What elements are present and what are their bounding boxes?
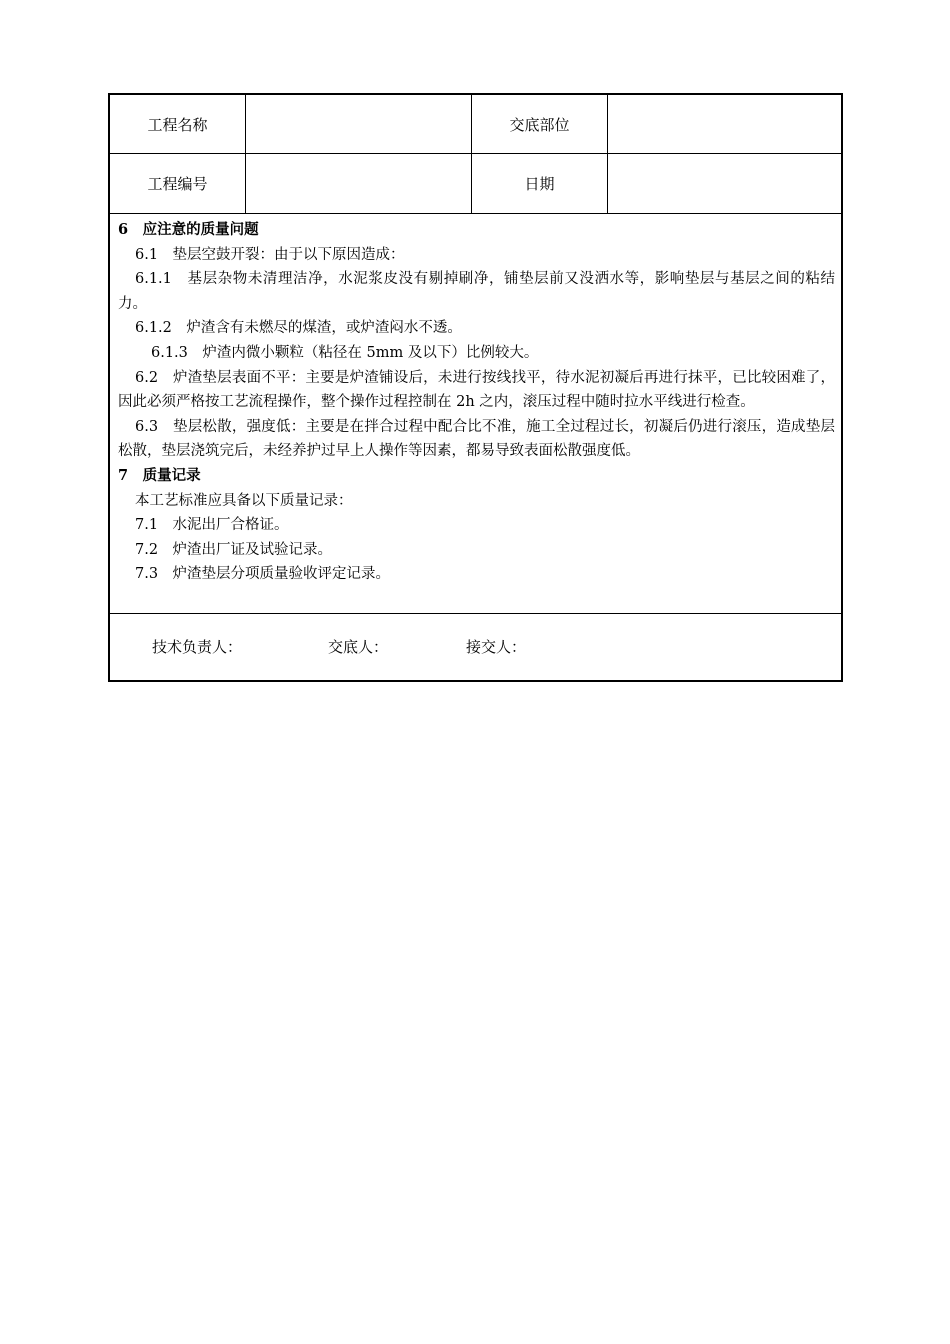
section-6-title: 6 应注意的质量问题 (118, 221, 259, 238)
location-label: 交底部位 (472, 95, 608, 153)
content-body (110, 214, 841, 613)
tech-lead-label: 技术负责人： (152, 638, 243, 657)
paragraph-6-1-2: 6.1.2 炉渣含有未燃尽的煤渣，或炉渣闷水不透。 (135, 320, 462, 337)
discloser-label: 交底人： (328, 638, 389, 657)
header-row-1 (110, 95, 841, 154)
paragraph-6-3: 6.3 垫层松散，强度低：主要是在拌合过程中配合比不准，施工全过程过长，初凝后仍进行滚压，造成垫层松散，垫层浇筑完后，未经养护过早上人操作等因素，都易导致表面松散强度低。 (118, 418, 835, 460)
disclosure-form (108, 93, 843, 682)
header-row-2 (110, 154, 841, 214)
project-no-label: 工程编号 (110, 154, 246, 213)
paragraph-6-1-1: 6.1.1 基层杂物未清理洁净，水泥浆皮没有剔掉刷净，铺垫层前又没洒水等，影响垫层与基层之间的粘结力。 (118, 271, 835, 312)
project-name-value (246, 95, 472, 153)
date-label: 日期 (472, 154, 608, 213)
paragraph-6-1-3: 6.1.3 炉渣内微小颗粒（粘径在 5mm 及以下）比例较大。 (151, 344, 539, 361)
paragraph-6-2: 6.2 炉渣垫层表面不平：主要是炉渣铺设后，未进行按线找平，待水泥初凝后再进行抹平，已比较困难了，因此必须严格按工艺流程操作，整个操作过程控制在 2h 之内，滚压过程中随时拉水平线进行检查。 (118, 369, 835, 411)
date-value (608, 154, 841, 213)
signature-row (110, 613, 841, 680)
paragraph-7-3: 7.3 炉渣垫层分项质量验收评定记录。 (135, 566, 391, 583)
receiver-label: 接交人： (466, 638, 527, 657)
paragraph-6-1: 6.1 垫层空鼓开裂：由于以下原因造成： (135, 246, 405, 263)
paragraph-7-1: 7.1 水泥出厂合格证。 (135, 517, 289, 534)
location-value (608, 95, 841, 153)
paragraph-7-intro: 本工艺标准应具备以下质量记录： (135, 492, 353, 509)
section-7-title: 7 质量记录 (118, 466, 201, 484)
paragraph-7-2: 7.2 炉渣出厂证及试验记录。 (135, 541, 333, 558)
project-name-label: 工程名称 (110, 95, 246, 153)
project-no-value (246, 154, 472, 213)
